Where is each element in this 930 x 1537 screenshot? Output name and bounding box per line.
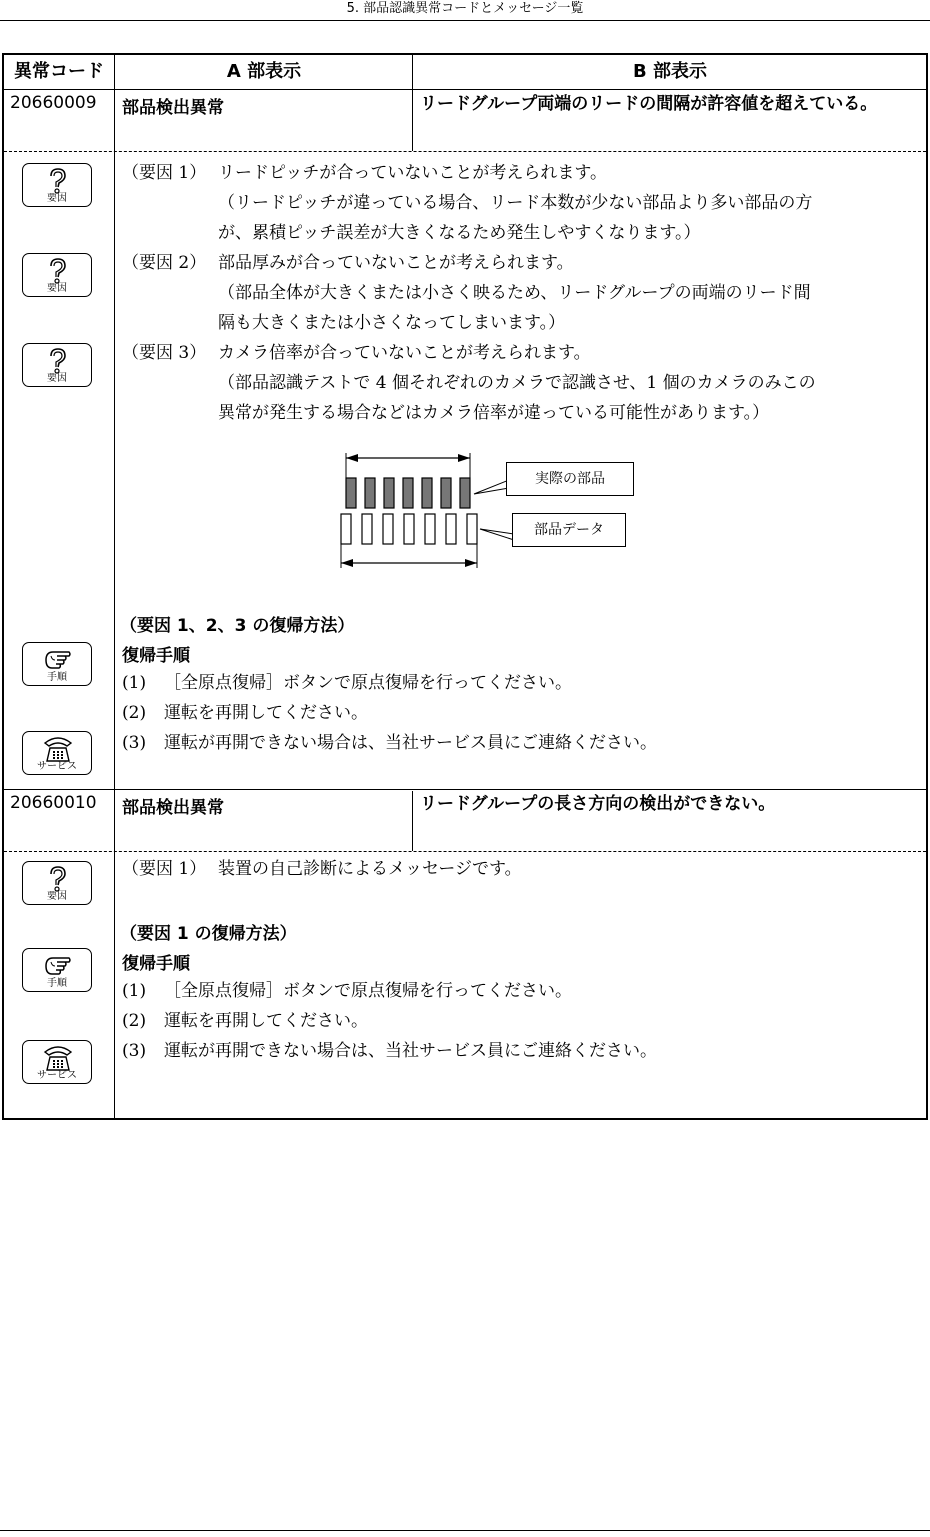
footer-rule	[0, 1530, 930, 1531]
icon-label: サービス	[37, 1070, 77, 1081]
column-divider	[412, 55, 413, 151]
callout-actual-part: 実際の部品	[506, 462, 634, 496]
icon-label: 手順	[47, 978, 67, 989]
b-display: リードグループ両端のリードの間隔が許容値を超えている。	[420, 94, 878, 114]
cause-line: （部品認識テストで 4 個それぞれのカメラで認識させ、1 個のカメラのみこの	[218, 373, 816, 393]
question-icon	[22, 343, 92, 387]
error-code: 20660009	[10, 93, 97, 113]
recovery-title: （要因 1 の復帰方法）	[120, 924, 297, 944]
step-number: (1)	[122, 981, 147, 1001]
icon-label: 要因	[47, 373, 67, 384]
a-display: 部品検出異常	[122, 98, 224, 118]
pointing-hand-icon	[22, 948, 92, 992]
question-icon	[22, 163, 92, 207]
column-divider	[412, 791, 413, 851]
icon-label: 手順	[47, 672, 67, 683]
b-display: リードグループの長さ方向の検出ができない。	[420, 794, 776, 814]
pointing-hand-icon	[22, 642, 92, 686]
cause-line: （部品全体が大きくまたは小さく映るため、リードグループの両端のリード間	[218, 283, 811, 303]
icon-label: 要因	[47, 283, 67, 294]
step-text: 運転が再開できない場合は、当社サービス員にご連絡ください。	[164, 733, 657, 753]
telephone-icon	[22, 1040, 92, 1084]
step-text: ［全原点復帰］ボタンで原点復帰を行ってください。	[164, 673, 572, 693]
cause-label: （要因 1）	[122, 163, 207, 183]
callout-part-data: 部品データ	[512, 513, 626, 547]
step-text: ［全原点復帰］ボタンで原点復帰を行ってください。	[164, 981, 572, 1001]
dashed-divider	[4, 151, 926, 152]
icon-label: 要因	[47, 193, 67, 204]
cause-line: 異常が発生する場合などはカメラ倍率が違っている可能性があります。）	[218, 403, 770, 423]
a-display: 部品検出異常	[122, 798, 224, 818]
page-header: 5. 部品認識異常コードとメッセージ一覧	[0, 0, 930, 21]
cause-line: 部品厚みが合っていないことが考えられます。	[218, 253, 574, 273]
icon-label: 要因	[47, 891, 67, 902]
telephone-icon	[22, 731, 92, 775]
header-code: 異常コード	[14, 61, 104, 82]
step-number: (2)	[122, 1011, 147, 1031]
question-icon	[22, 253, 92, 297]
step-text: 運転を再開してください。	[164, 1011, 368, 1031]
cause-line: 隔も大きくまたは小さくなってしまいます。）	[218, 313, 566, 333]
dashed-divider	[4, 851, 926, 852]
cause-line: （リードピッチが違っている場合、リード本数が少ない部品より多い部品の方	[218, 193, 813, 213]
step-text: 運転が再開できない場合は、当社サービス員にご連絡ください。	[164, 1041, 657, 1061]
icon-label: サービス	[37, 761, 77, 772]
step-text: 運転を再開してください。	[164, 703, 368, 723]
step-number: (1)	[122, 673, 147, 693]
error-code: 20660010	[10, 793, 97, 813]
cause-label: （要因 3）	[122, 343, 207, 363]
step-number: (3)	[122, 1041, 147, 1061]
cause-line: 装置の自己診断によるメッセージです。	[218, 859, 522, 879]
cause-line: リードピッチが合っていないことが考えられます。	[218, 163, 607, 183]
step-number: (2)	[122, 703, 147, 723]
cause-label: （要因 1）	[122, 859, 207, 879]
cause-line: が、累積ピッチ誤差が大きくなるため発生しやすくなります。）	[218, 223, 701, 243]
cause-label: （要因 2）	[122, 253, 207, 273]
procedure-title: 復帰手順	[122, 954, 190, 974]
header-b: B 部表示	[633, 61, 707, 82]
column-divider	[114, 55, 115, 1118]
procedure-title: 復帰手順	[122, 646, 190, 666]
header-a: A 部表示	[226, 61, 302, 82]
step-number: (3)	[122, 733, 147, 753]
error-code-table	[2, 53, 928, 1120]
cause-line: カメラ倍率が合っていないことが考えられます。	[218, 343, 591, 363]
recovery-title: （要因 1、2、3 の復帰方法）	[120, 616, 355, 636]
question-icon	[22, 861, 92, 905]
